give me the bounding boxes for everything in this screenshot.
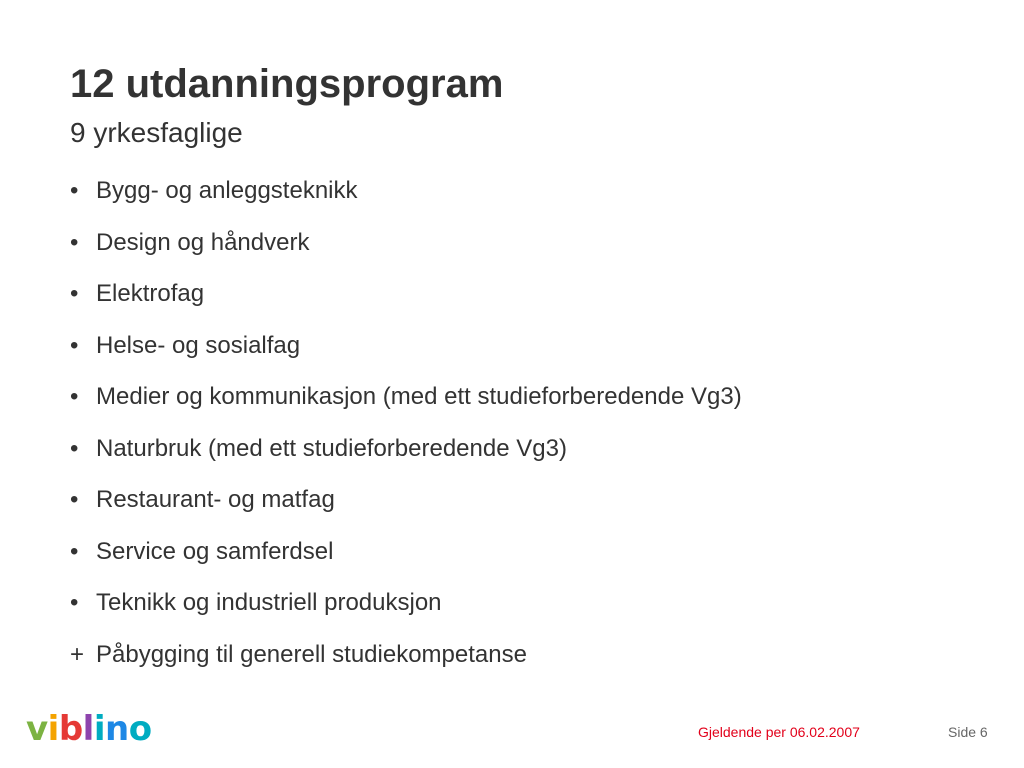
bullet-marker: •: [70, 383, 79, 410]
list-item: [70, 432, 742, 484]
footer-date: Gjeldende per 06.02.2007: [698, 724, 860, 740]
logo-letter: i: [93, 709, 105, 749]
bullet-marker: •: [70, 537, 79, 565]
bullet-marker: •: [70, 434, 79, 462]
viblino-logo: [26, 709, 152, 749]
bullet-marker: •: [70, 331, 79, 359]
bullet-marker: •: [70, 589, 79, 616]
list-item-text: Service og samferdsel: [96, 537, 334, 565]
list-item-text: Påbygging til generell studiekompetanse: [96, 640, 527, 668]
list-item: [70, 535, 742, 587]
bullet-marker: •: [70, 280, 79, 307]
list-item-text: Naturbruk (med ett studieforberedende Vg3): [96, 434, 567, 462]
program-list: [70, 174, 742, 689]
list-item-text: Bygg- og anleggsteknikk: [96, 177, 358, 204]
logo-letter: b: [58, 709, 83, 749]
list-item: [70, 638, 742, 690]
list-item-text: Restaurant- og matfag: [96, 486, 335, 513]
slide-title: 12 utdanningsprogram: [70, 62, 504, 106]
logo-letter: i: [47, 709, 59, 749]
bullet-marker: •: [70, 486, 79, 513]
list-item-text: Medier og kommunikasjon (med ett studieforberedende Vg3): [96, 383, 742, 410]
list-item: [70, 226, 742, 278]
list-item: [70, 380, 742, 432]
list-item: [70, 174, 742, 226]
logo-letter: l: [82, 709, 94, 749]
logo-letter: n: [104, 709, 129, 749]
list-item: [70, 586, 742, 638]
list-item: [70, 483, 742, 535]
page-number: Side 6: [948, 724, 988, 740]
slide-subtitle: 9 yrkesfaglige: [70, 117, 243, 148]
bullet-marker: •: [70, 228, 79, 256]
list-item-text: Elektrofag: [96, 280, 205, 307]
logo-letter: v: [26, 709, 48, 749]
logo-letter: o: [128, 709, 152, 749]
plus-marker: +: [70, 640, 85, 668]
list-item-text: Helse- og sosialfag: [96, 331, 301, 359]
list-item-text: Teknikk og industriell produksjon: [96, 589, 442, 616]
bullet-marker: •: [70, 177, 79, 204]
list-item: [70, 277, 742, 329]
list-item-text: Design og håndverk: [96, 228, 310, 256]
list-item: [70, 329, 742, 381]
